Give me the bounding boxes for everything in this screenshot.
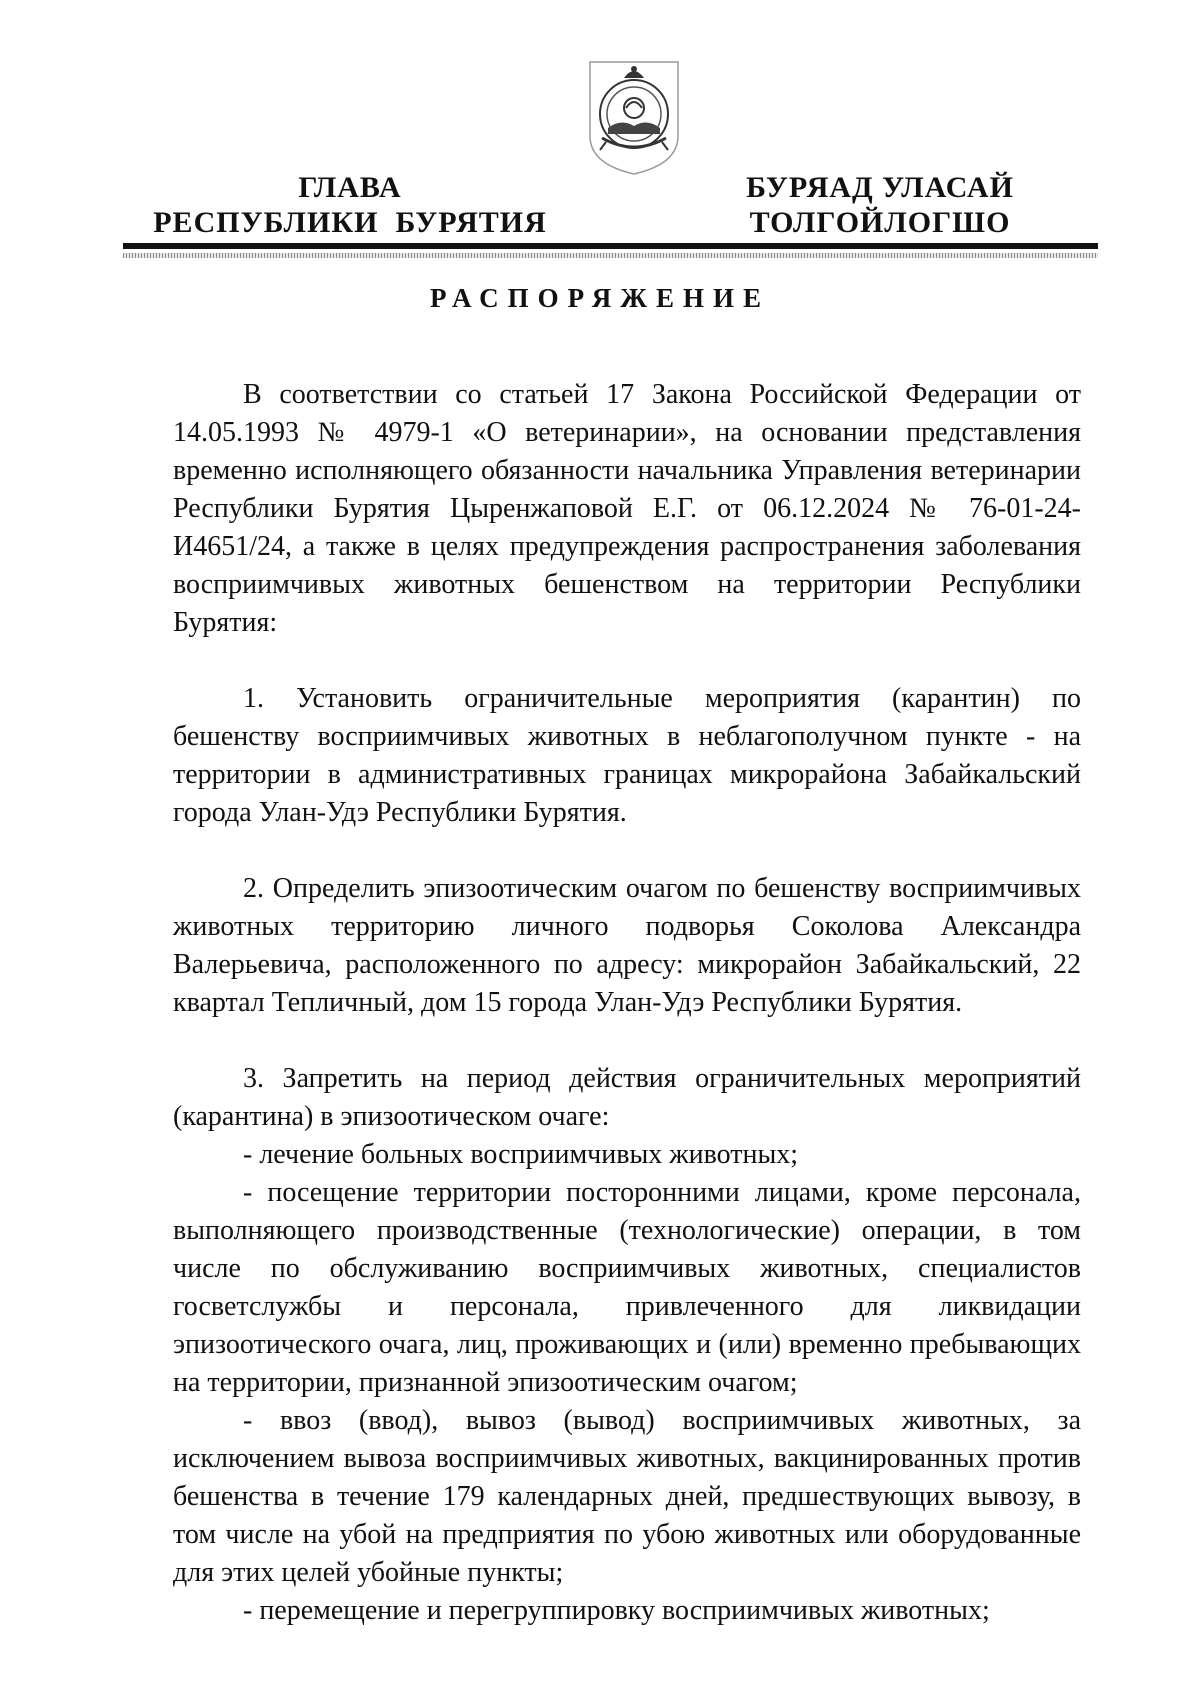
header-left-line1: ГЛАВА bbox=[298, 171, 402, 204]
item-3-subitem-c: - ввоз (ввод), вывоз (вывод) восприимчивых животных, за исключением вывоза восприимчивых животных, вакцинированных против бешенства в течение 179 календарных дней, предшествующих вывозу, в том числе на убой на предприятия по убою животных или оборудованные для этих целей убойные пункты; bbox=[173, 1405, 1081, 1588]
intro-paragraph: В соответствии со статьей 17 Закона Российской Федерации от 14.05.1993 № 4979-1 «О ветеринарии», на основании представления временно исполняющего обязанности начальника Управления ветеринарии Республики Бурятия Цыренжаповой Е.Г. от 06.12.2024 № 76-01-24-И4651/24, а также в целях предупреждения распространения заболевания восприимчивых животных бешенством на территории Республики Бурятия: bbox=[173, 379, 1081, 638]
item-3-subitem-a: - лечение больных восприимчивых животных; bbox=[243, 1139, 799, 1170]
item-3-subitem-d: - перемещение и перегруппировку восприимчивых животных; bbox=[243, 1595, 990, 1626]
header-right-block bbox=[730, 170, 1030, 240]
header-right-line2: ТОЛГОЙЛОГШО bbox=[749, 206, 1011, 239]
document-title: РАСПОРЯЖЕНИЕ bbox=[429, 283, 771, 313]
coat-of-arms-icon bbox=[586, 56, 682, 176]
item-3-subitem-b: - посещение территории посторонними лицами, кроме персонала, выполняющего производственные (технологические) операции, в том числе по обслуживанию восприимчивых животных, специалистов госветслужбы и персонала, привлеченного для ликвидации эпизоотического очага, лиц, проживающих и (или) временно пребывающих на территории, признанной эпизоотическим очагом; bbox=[173, 1177, 1081, 1398]
header-divider-thick bbox=[123, 243, 1098, 249]
header-divider-thin bbox=[123, 253, 1098, 258]
item-2-paragraph: 2. Определить эпизоотическим очагом по бешенству восприимчивых животных территорию личного подворья Соколова Александра Валерьевича, расположенного по адресу: микрорайон Забайкальский, 22 квартал Тепличный, дом 15 города Улан-Удэ Республики Бурятия. bbox=[173, 873, 1081, 1018]
header-left-line2: РЕСПУБЛИКИ БУРЯТИЯ bbox=[153, 206, 547, 239]
document-body bbox=[173, 376, 1081, 1630]
item-3-paragraph: 3. Запретить на период действия ограничительных мероприятий (карантина) в эпизоотическом очаге: bbox=[173, 1063, 1081, 1132]
item-1-paragraph: 1. Установить ограничительные мероприятия (карантин) по бешенству восприимчивых животных в неблагополучном пункте - на территории в административных границах микрорайона Забайкальский города Улан-Удэ Республики Бурятия. bbox=[173, 683, 1081, 828]
header-left-block bbox=[145, 170, 555, 240]
header-right-line1: БУРЯАД УЛАСАЙ bbox=[746, 171, 1014, 204]
